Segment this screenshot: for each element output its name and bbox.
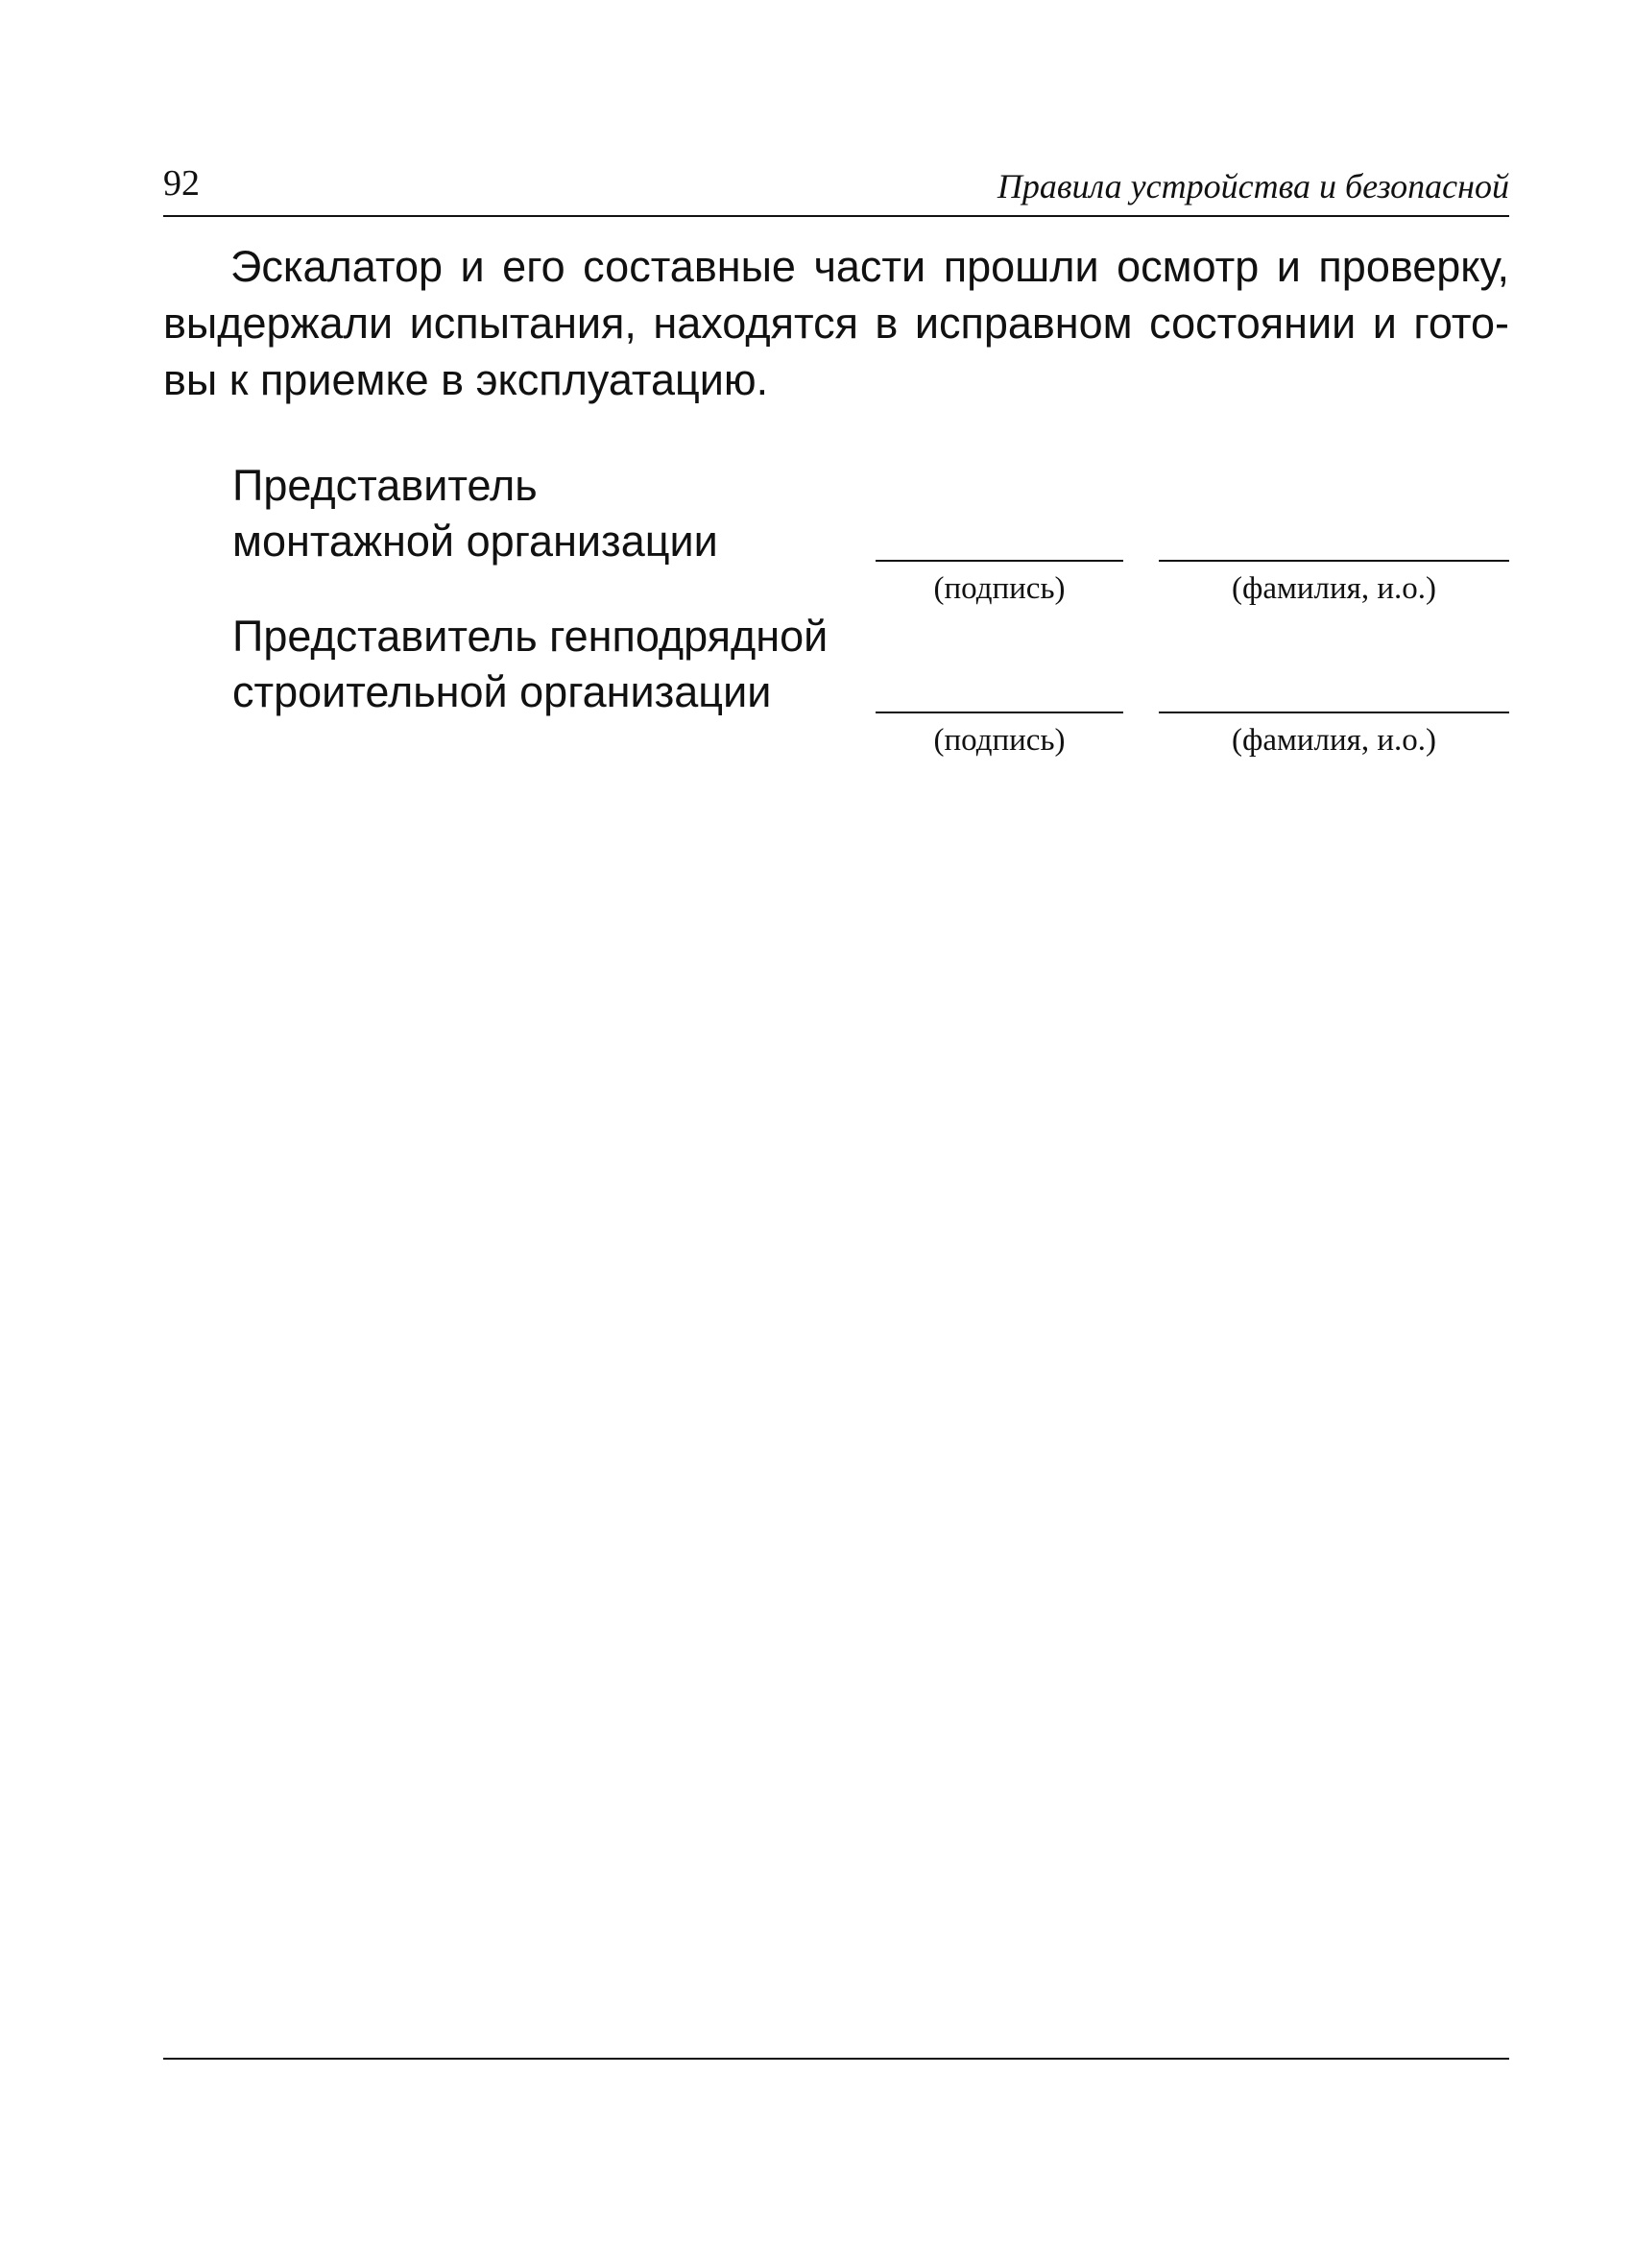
- contractor-signature-caption: (подпись): [933, 723, 1066, 758]
- installer-label-line-1: Представитель: [232, 461, 538, 510]
- installer-signature-line[interactable]: [876, 560, 1123, 562]
- installer-name-caption: (фамилия, и.о.): [1231, 571, 1437, 606]
- header-rule: [163, 215, 1509, 217]
- footer-rule: [163, 2058, 1509, 2060]
- installer-label-line-2: монтажной организации: [232, 517, 718, 566]
- installer-name-line[interactable]: [1159, 560, 1509, 562]
- running-title: Правила устройства и безопасной: [997, 167, 1509, 205]
- paragraph-line-3: вы к приемке в эксплуатацию.: [163, 355, 769, 404]
- contractor-signature-line[interactable]: [876, 712, 1123, 713]
- contractor-representative-label: [232, 609, 828, 720]
- installer-signature-caption: (подпись): [933, 571, 1066, 606]
- page-number: 92: [163, 163, 200, 204]
- body-paragraph: [163, 238, 1509, 408]
- paragraph-line-2: выдержали испытания, находятся в исправном состоянии и гото-: [163, 299, 1509, 348]
- contractor-name-caption: (фамилия, и.о.): [1231, 723, 1437, 758]
- contractor-name-line[interactable]: [1159, 712, 1509, 713]
- installer-representative-label: [232, 458, 718, 569]
- contractor-label-line-1: Представитель генподрядной: [232, 612, 829, 661]
- contractor-label-line-2: строительной организации: [232, 667, 772, 716]
- paragraph-line-1: Эскалатор и его составные части прошли осмотр и проверку,: [230, 242, 1509, 291]
